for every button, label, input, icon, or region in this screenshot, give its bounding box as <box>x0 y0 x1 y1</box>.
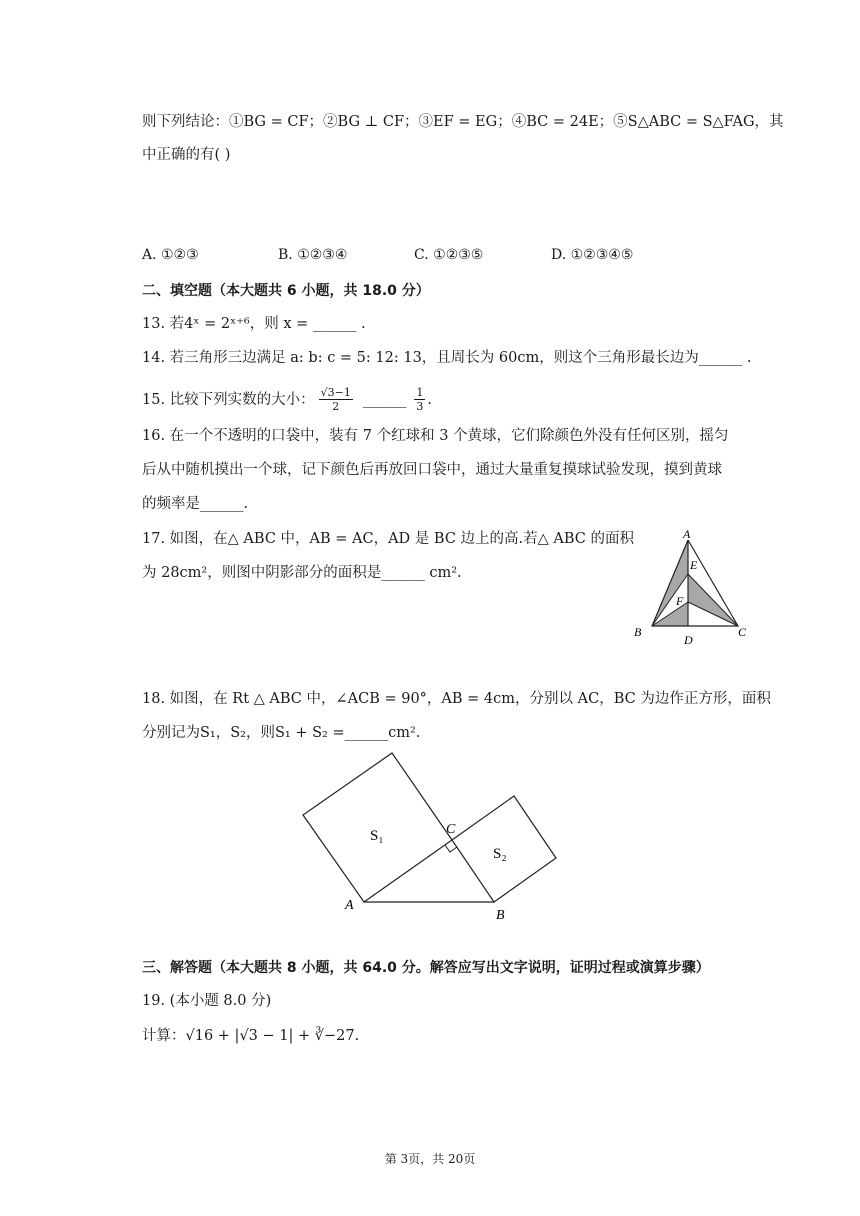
choice-a: A. ①②③ <box>142 247 199 263</box>
q17-figure <box>630 528 760 653</box>
q17-line2: 为 28cm²，则图中阴影部分的面积是______ cm². <box>142 565 462 581</box>
q15-frac1 <box>319 386 353 413</box>
choice-d: D. ①②③④⑤ <box>551 247 634 263</box>
q15-frac1-den: 2 <box>332 400 340 413</box>
label-d: D <box>684 633 693 647</box>
label-b: B <box>634 625 642 639</box>
choice-c: C. ①②③⑤ <box>414 247 484 263</box>
page-footer: 第 3页，共 20页 <box>384 1152 476 1166</box>
q12-line2: 中正确的有( ) <box>142 147 231 163</box>
q14: 14. 若三角形三边满足 a: b: c = 5: 12: 13，且周长为 60cm，则这个三角形最长边为______ . <box>142 350 752 366</box>
q15-frac2-den: 3 <box>416 400 424 413</box>
label-b: B <box>496 908 505 923</box>
label-s1: S₁ <box>370 828 384 844</box>
q19-title: 19. (本小题 8.0 分) <box>142 993 272 1009</box>
section-2-title: 二、填空题（本大题共 6 小题，共 18.0 分） <box>142 283 430 299</box>
q15-end: . <box>427 391 433 408</box>
q13: 13. 若4ˣ = 2ˣ⁺⁶，则 x = ______ . <box>142 316 366 332</box>
q18-figure <box>295 748 575 928</box>
section-3-title: 三、解答题（本大题共 8 小题，共 64.0 分。解答应写出文字说明，证明过程或演算步骤） <box>142 960 710 976</box>
label-f: F <box>676 594 684 608</box>
q18-line1: 18. 如图，在 Rt △ ABC 中，∠ACB = 90°，AB = 4cm，分别以 AC，BC 为边作正方形，面积 <box>142 691 771 707</box>
label-a: A <box>683 528 691 541</box>
q16-line1: 16. 在一个不透明的口袋中，装有 7 个红球和 3 个黄球，它们除颜色外没有任何区别，摇匀 <box>142 428 729 444</box>
q17-line1: 17. 如图，在△ ABC 中，AB = AC，AD 是 BC 边上的高.若△ ABC 的面积 <box>142 531 635 547</box>
q15-blank: ______ <box>362 391 407 408</box>
label-a: A <box>345 898 354 913</box>
q19-text: 计算：√16 + |√3 − 1| + ∛−27. <box>142 1028 360 1044</box>
q12-line1: 则下列结论：①BG = CF；②BG ⊥ CF；③EF = EG；④BC = 24E；⑤S△ABC = S△FAG，其 <box>142 114 784 130</box>
q15-frac2 <box>414 386 425 413</box>
label-c: C <box>738 625 747 639</box>
right-angle-mark <box>445 845 457 852</box>
label-s2: S₂ <box>493 846 507 862</box>
choice-b: B. ①②③④ <box>278 247 348 263</box>
label-c: C <box>446 822 456 837</box>
q15-prefix: 15. 比较下列实数的大小： <box>142 391 315 408</box>
q18-line2: 分别记为S₁，S₂，则S₁ + S₂ =______cm². <box>142 725 421 741</box>
q15 <box>142 386 432 413</box>
q15-frac1-num: √3−1 <box>320 386 351 399</box>
q15-frac2-num: 1 <box>416 386 424 399</box>
q16-line3: 的频率是______. <box>142 496 249 512</box>
q16-line2: 后从中随机摸出一个球，记下颜色后再放回口袋中，通过大量重复摸球试验发现，摸到黄球 <box>142 462 722 478</box>
label-e: E <box>690 558 698 572</box>
